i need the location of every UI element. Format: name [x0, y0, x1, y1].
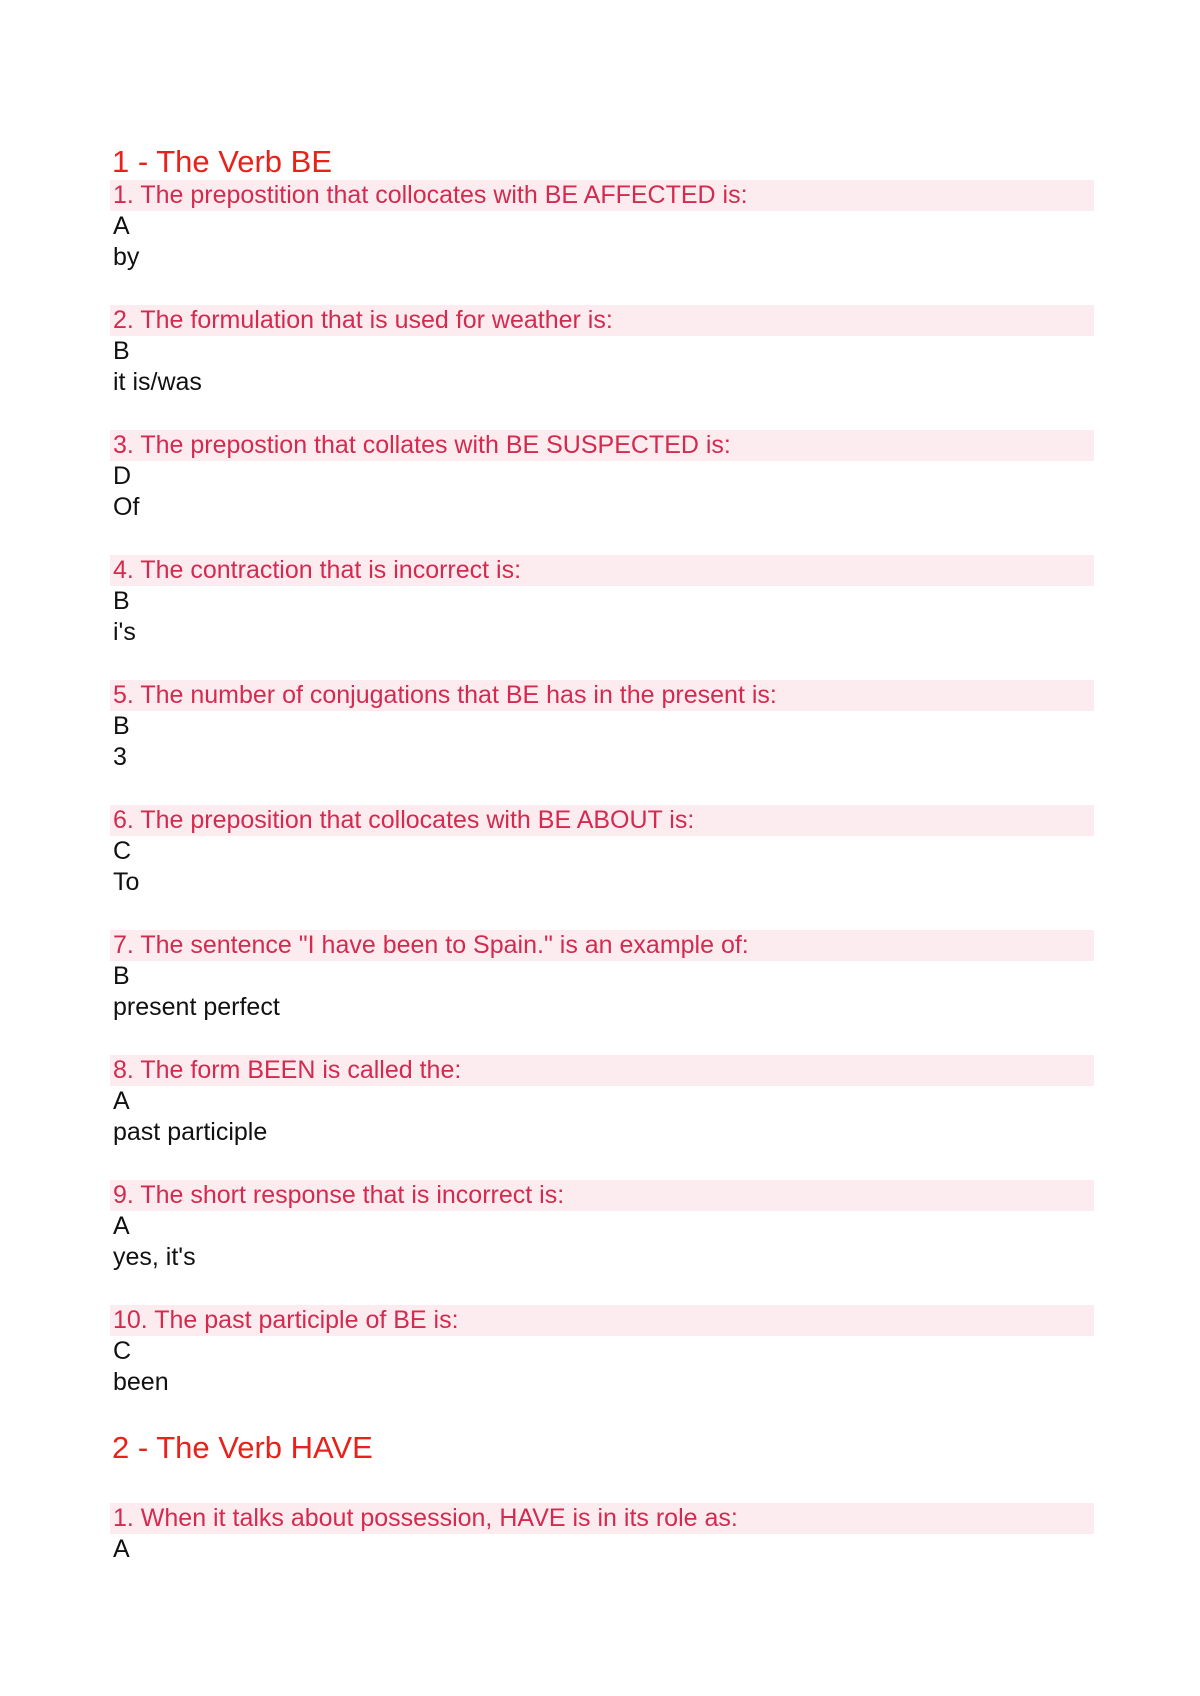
- question-item: [112, 805, 1094, 898]
- answer-letter: A: [113, 1535, 130, 1563]
- question-item: [112, 1503, 1094, 1565]
- question-text: 2. The formulation that is used for weather is:: [110, 305, 1094, 336]
- answer-letter: B: [113, 962, 130, 990]
- answer-text: been: [113, 1368, 169, 1396]
- question-item: [112, 680, 1094, 773]
- answer-text: 3: [113, 743, 127, 771]
- question-text: 1. The prepostition that collocates with BE AFFECTED is:: [110, 180, 1094, 211]
- answer-text: To: [113, 868, 140, 896]
- answer-letter: A: [113, 212, 130, 240]
- answer-letter: D: [113, 462, 132, 490]
- question-text: 8. The form BEEN is called the:: [110, 1055, 1094, 1086]
- question-text: 10. The past participle of BE is:: [110, 1305, 1094, 1336]
- question-item: [112, 180, 1094, 273]
- answer-text: past participle: [113, 1118, 268, 1146]
- question-list: [112, 1503, 1094, 1565]
- question-text: 4. The contraction that is incorrect is:: [110, 555, 1094, 586]
- question-text: 5. The number of conjugations that BE has in the present is:: [110, 680, 1094, 711]
- section-title: 1 - The Verb BE: [112, 144, 332, 179]
- answer-letter: B: [113, 587, 130, 615]
- answer-letter: A: [113, 1212, 130, 1240]
- question-text: 1. When it talks about possession, HAVE is in its role as:: [110, 1503, 1094, 1534]
- answer-text: Of: [113, 493, 140, 521]
- question-list: [112, 180, 1094, 1398]
- question-item: [112, 930, 1094, 1023]
- question-item: [112, 1055, 1094, 1148]
- answer-letter: C: [113, 1337, 132, 1365]
- page-content: [112, 144, 1094, 1597]
- answer-text: present perfect: [113, 993, 280, 1021]
- question-text: 9. The short response that is incorrect is:: [110, 1180, 1094, 1211]
- question-text: 3. The prepostion that collates with BE SUSPECTED is:: [110, 430, 1094, 461]
- question-item: [112, 430, 1094, 523]
- answer-text: it is/was: [113, 368, 202, 396]
- question-item: [112, 305, 1094, 398]
- section-title: 2 - The Verb HAVE: [112, 1430, 373, 1465]
- answer-text: i's: [113, 618, 136, 646]
- answer-letter: A: [113, 1087, 130, 1115]
- question-item: [112, 555, 1094, 648]
- section-verb-be: [112, 144, 1094, 1398]
- question-text: 6. The preposition that collocates with BE ABOUT is:: [110, 805, 1094, 836]
- answer-text: by: [113, 243, 140, 271]
- answer-letter: B: [113, 712, 130, 740]
- question-text: 7. The sentence "I have been to Spain." is an example of:: [110, 930, 1094, 961]
- answer-letter: B: [113, 337, 130, 365]
- answer-text: yes, it's: [113, 1243, 196, 1271]
- answer-letter: C: [113, 837, 132, 865]
- question-item: [112, 1180, 1094, 1273]
- question-item: [112, 1305, 1094, 1398]
- section-verb-have: [112, 1430, 1094, 1565]
